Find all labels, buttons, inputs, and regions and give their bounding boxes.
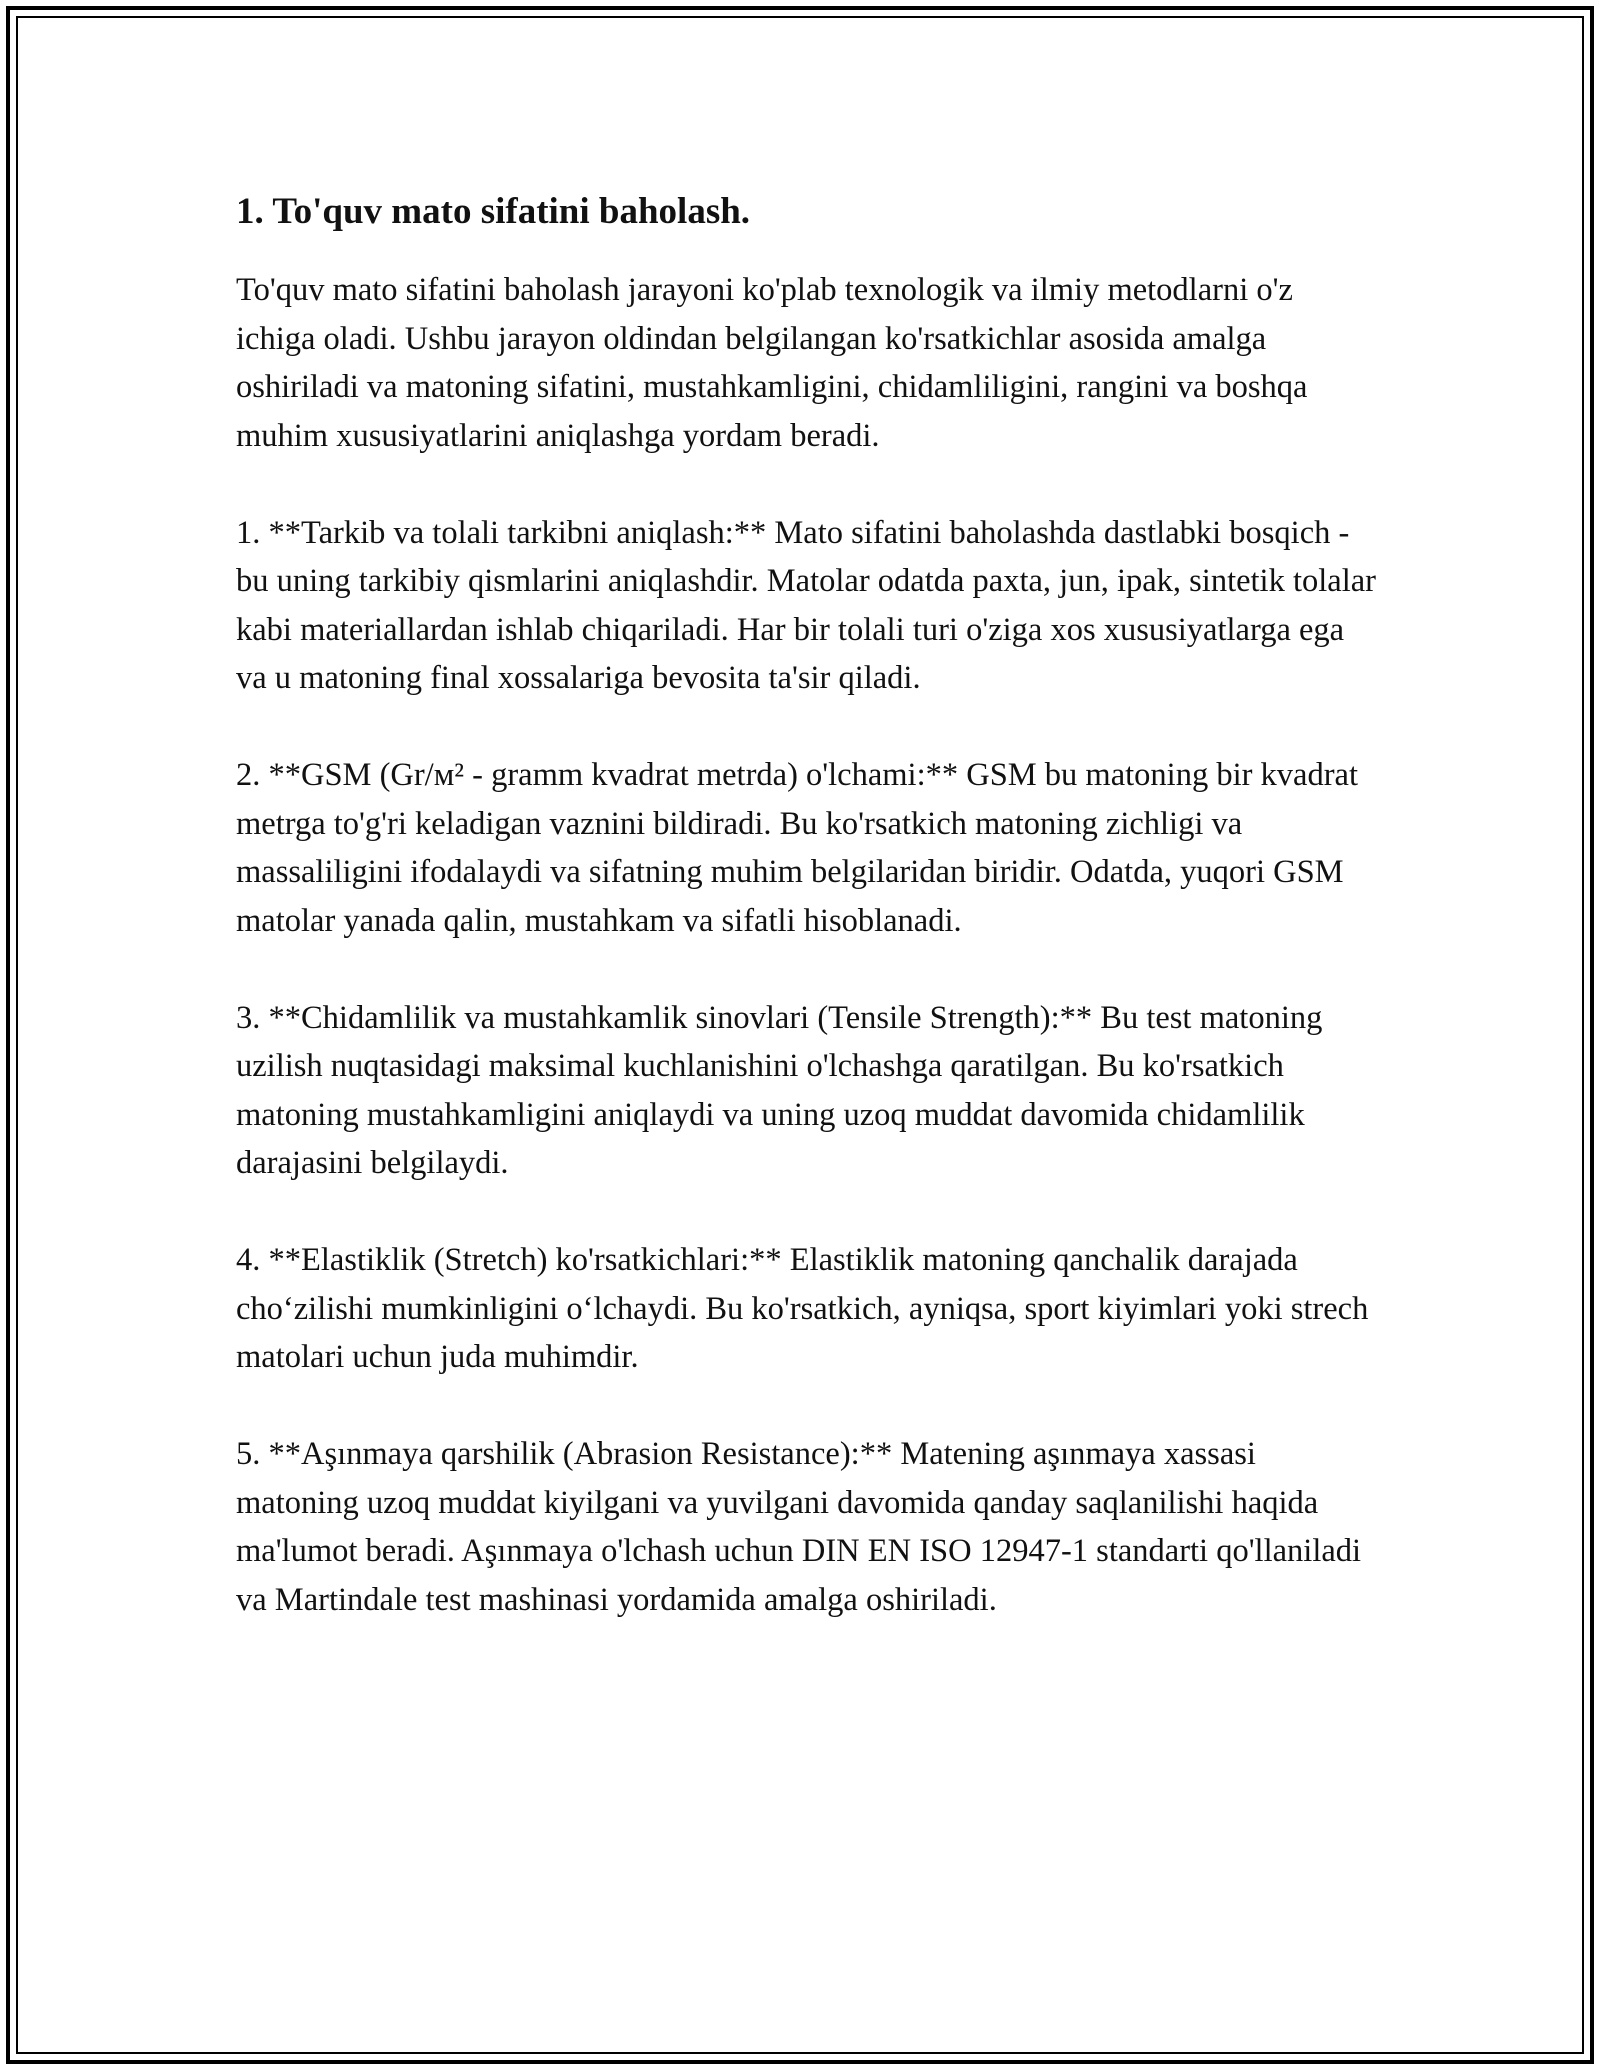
item-paragraph-4: 4. **Elastiklik (Stretch) ko'rsatkichlari:** Elastiklik matoning qanchalik darajada cho‘zilishi mumkinligini o‘lchaydi. Bu ko'rsatkich, ayniqsa, sport kiyimlari yoki strech matolari uchun juda muhimdir. xyxy=(236,1242,1369,1375)
item-paragraph-3: 3. **Chidamlilik va mustahkamlik sinovlari (Tensile Strength):** Bu test matoning uzilish nuqtasidagi maksimal kuchlanishini o'lchashga qaratilgan. Bu ko'rsatkich matoning mustahkamligini aniqlaydi va uning uzoq muddat davomida chidamlilik darajasini belgilaydi. xyxy=(236,999,1323,1181)
section-heading: 1. To'quv mato sifatini baholash. xyxy=(236,191,751,232)
item-paragraph-2: 2. **GSM (Gr/м² - gramm kvadrat metrda) o'lchami:** GSM bu matoning bir kvadrat metrga to'g'ri keladigan vaznini bildiradi. Bu ko'rsatkich matoning zichligi va massaliligini ifodalaydi va sifatning muhim belgilaridan biridir. Odatda, yuqori GSM matolar yanada qalin, mustahkam va sifatli hisoblanadi. xyxy=(236,757,1358,939)
item-paragraph-1: 1. **Tarkib va tolali tarkibni aniqlash:** Mato sifatini baholashda dastlabki bosqich - bu uning tarkibiy qismlarini aniqlashdir. Matolar odatda paxta, jun, ipak, sintetik tolalar kabi materiallardan ishlab chiqariladi. Har bir tolali turi o'ziga xos xususiyatlarga ega va u matoning final xossalariga bevosita ta'sir qiladi. xyxy=(236,514,1376,696)
document-body xyxy=(236,188,1376,1673)
item-paragraph-5: 5. **Aşınmaya qarshilik (Abrasion Resistance):** Matening aşınmaya xassasi matoning uzoq muddat kiyilgani va yuvilgani davomida qanday saqlanilishi haqida ma'lumot beradi. Aşınmaya o'lchash uchun DIN EN ISO 12947-1 standarti qo'llaniladi va Martindale test mashinasi yordamida amalga oshiriladi. xyxy=(236,1436,1362,1618)
intro-paragraph: To'quv mato sifatini baholash jarayoni ko'plab texnologik va ilmiy metodlarni o'z ichiga oladi. Ushbu jarayon oldindan belgilangan ko'rsatkichlar asosida amalga oshiriladi va matoning sifatini, mustahkamligini, chidamliligini, rangini va boshqa muhim xususiyatlarini aniqlashga yordam beradi. xyxy=(236,272,1308,454)
